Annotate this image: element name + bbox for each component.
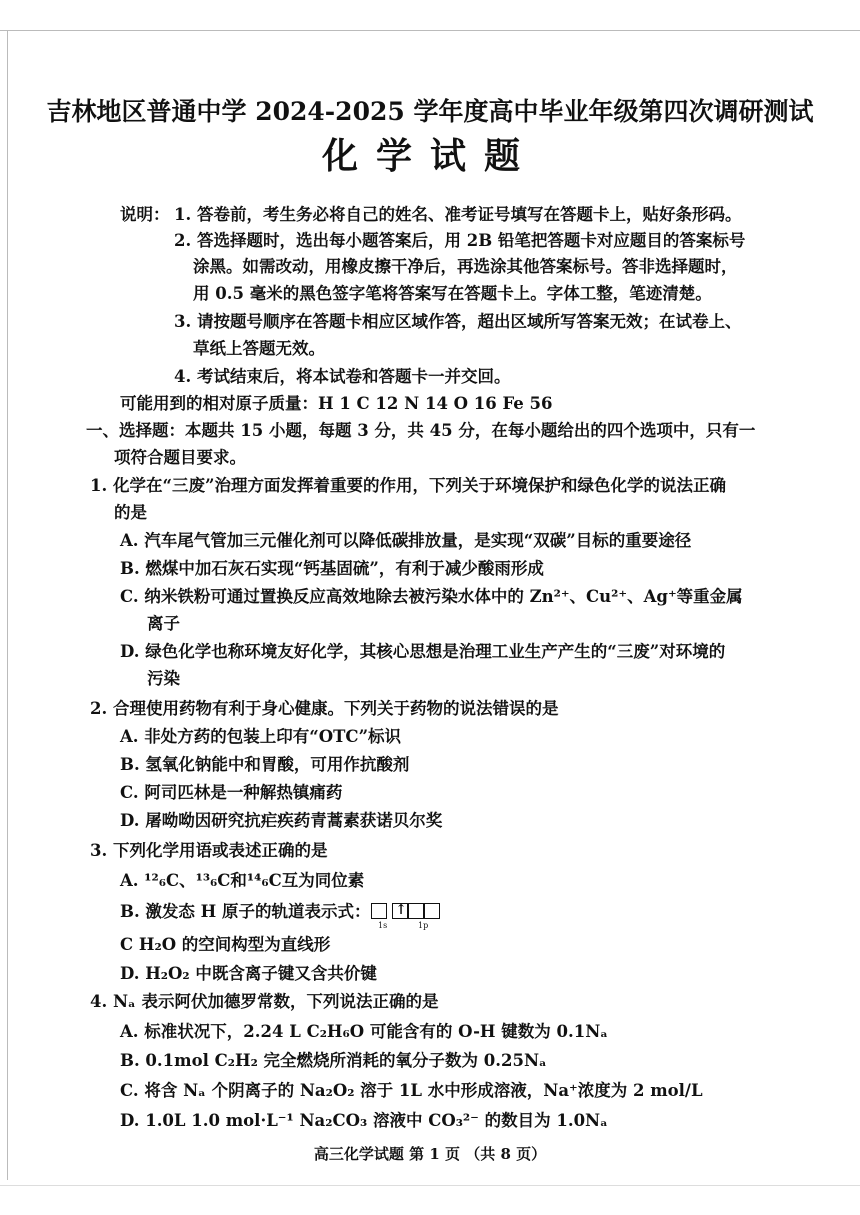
scan-edge-top <box>0 30 860 31</box>
q1-option-c: C. 纳米铁粉可通过置换反应高效地除去被污染水体中的 Zn²⁺、Cu²⁺、Ag⁺等重金属 <box>120 587 743 606</box>
orbital-label-1p: 1p <box>418 921 429 930</box>
q1-option-b: B. 燃煤中加石灰石实现“钙基固硫”，有利于减少酸雨形成 <box>120 559 544 578</box>
q2-option-d: D. 屠呦呦因研究抗疟疾药青蒿素获诺贝尔奖 <box>120 811 443 830</box>
orbital-box-1p-3 <box>424 903 440 919</box>
q1-option-a: A. 汽车尾气管加三元催化剂可以降低碳排放量，是实现“双碳”目标的重要途径 <box>120 531 692 550</box>
orbital-box-1p-up <box>392 903 408 919</box>
q3-option-a: A. ¹²₆C、¹³₆C和¹⁴₆C互为同位素 <box>120 871 365 890</box>
q3-stem: 3. 下列化学用语或表述正确的是 <box>90 841 328 860</box>
instruction-2: 2. 答选择题时，选出每小题答案后，用 2B 铅笔把答题卡对应题目的答案标号 <box>174 231 746 250</box>
q4-stem: 4. Nₐ 表示阿伏加德罗常数，下列说法正确的是 <box>90 992 439 1011</box>
orbital-label-1s: 1s <box>378 921 388 930</box>
q4-option-a: A. 标准状况下，2.24 L C₂H₆O 可能含有的 O-H 键数为 0.1Nₐ <box>120 1022 608 1041</box>
q1-option-d: D. 绿色化学也称环境友好化学，其核心思想是治理工业生产产生的“三废”对环境的 <box>120 642 726 661</box>
section-heading: 一、选择题：本题共 15 小题，每题 3 分，共 45 分，在每小题给出的四个选项中，只有一 <box>86 421 756 440</box>
q2-stem: 2. 合理使用药物有利于身心健康。下列关于药物的说法错误的是 <box>90 699 559 718</box>
instruction-1: 1. 答卷前，考生务必将自己的姓名、准考证号填写在答题卡上，贴好条形码。 <box>174 205 742 224</box>
instruction-2-cont2: 用 0.5 毫米的黑色签字笔将答案写在答题卡上。字体工整，笔迹清楚。 <box>193 284 712 303</box>
scan-edge-left <box>7 30 8 1180</box>
q3-option-b <box>120 901 440 923</box>
instruction-3: 3. 请按题号顺序在答题卡相应区域作答，超出区域所写答案无效；在试卷上、 <box>174 312 742 331</box>
instruction-3-cont: 草纸上答题无效。 <box>193 339 325 358</box>
q4-option-d: D. 1.0L 1.0 mol·L⁻¹ Na₂CO₃ 溶液中 CO₃²⁻ 的数目为 1.0Nₐ <box>120 1111 608 1130</box>
q3-option-d: D. H₂O₂ 中既含离子键又含共价键 <box>120 964 377 983</box>
q3-option-b-text: B. 激发态 H 原子的轨道表示式： <box>120 902 371 921</box>
page-footer: 高三化学试题 第 1 页 （共 8 页） <box>313 1145 547 1163</box>
atomic-masses: 可能用到的相对原子质量：H 1 C 12 N 14 O 16 Fe 56 <box>120 394 553 413</box>
q1-stem: 1. 化学在“三废”治理方面发挥着重要的作用，下列关于环境保护和绿色化学的说法正确 <box>90 476 726 495</box>
q1-option-c-cont: 离子 <box>147 614 180 633</box>
orbital-box-1s <box>371 903 387 919</box>
subject-title: 化学试题 <box>321 135 538 177</box>
q2-option-a: A. 非处方药的包装上印有“OTC”标识 <box>120 727 402 746</box>
q2-option-b: B. 氢氧化钠能中和胃酸，可用作抗酸剂 <box>120 755 410 774</box>
instruction-2-cont: 涂黑。如需改动，用橡皮擦干净后，再选涂其他答案标号。答非选择题时， <box>193 257 738 276</box>
q4-option-c: C. 将含 Nₐ 个阴离子的 Na₂O₂ 溶于 1L 水中形成溶液，Na⁺浓度为 2 mol/L <box>120 1081 703 1100</box>
q1-stem-cont: 的是 <box>114 503 147 522</box>
q3-option-c: C H₂O 的空间构型为直线形 <box>120 935 331 954</box>
q1-option-d-cont: 污染 <box>147 669 180 688</box>
exam-title: 吉林地区普通中学 2024-2025 学年度高中毕业年级第四次调研测试 <box>46 97 814 126</box>
scan-edge-bottom <box>0 1185 860 1186</box>
q2-option-c: C. 阿司匹林是一种解热镇痛药 <box>120 783 343 802</box>
q4-option-b: B. 0.1mol C₂H₂ 完全燃烧所消耗的氧分子数为 0.25Nₐ <box>120 1051 547 1070</box>
instruction-4: 4. 考试结束后，将本试卷和答题卡一并交回。 <box>174 367 511 386</box>
instructions-label: 说明： <box>120 205 170 224</box>
section-heading-cont: 项符合题目要求。 <box>114 448 246 467</box>
orbital-box-1p-2 <box>408 903 424 919</box>
